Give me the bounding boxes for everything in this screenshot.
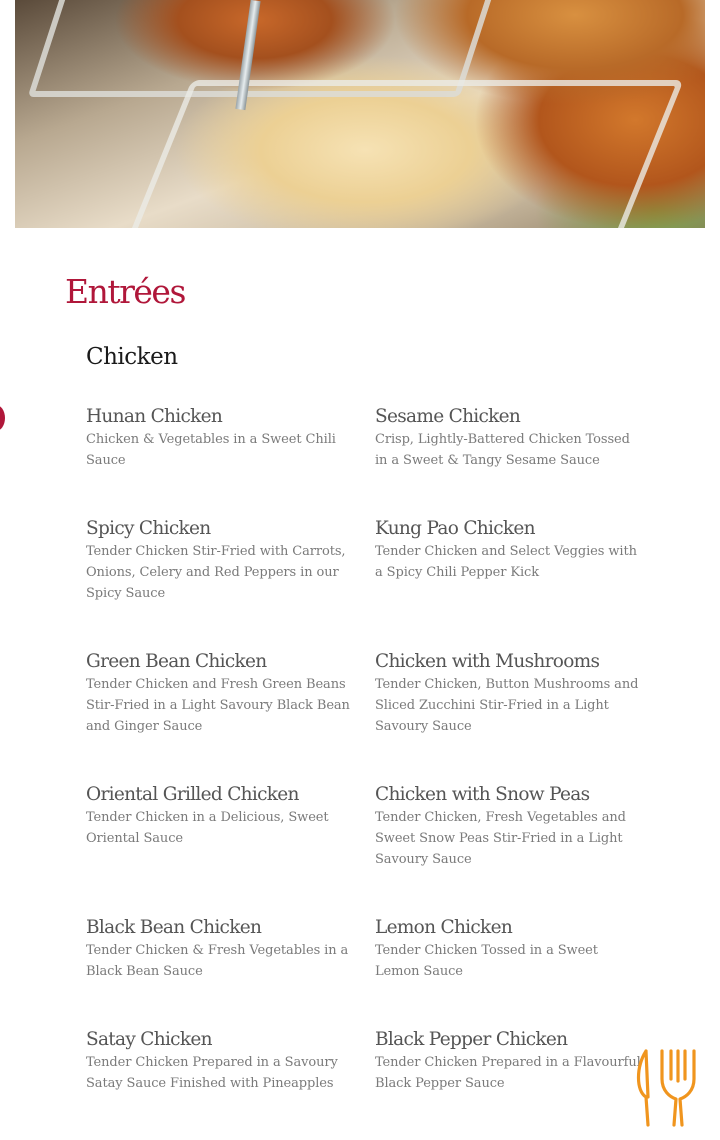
cutlery-icon [632, 1045, 704, 1129]
menu-item [86, 1028, 356, 1094]
category-title: Chicken [86, 344, 178, 370]
menu-item-name: Black Pepper Chicken [375, 1029, 568, 1050]
menu-item-description: Tender Chicken Prepared in a Flavourful Black Pepper Sauce [375, 1055, 641, 1091]
menu-item-description: Tender Chicken Prepared in a Savoury Satay Sauce Finished with Pineapples [86, 1055, 338, 1091]
menu-item-description: Chicken & Vegetables in a Sweet Chili Sauce [86, 432, 336, 468]
menu-item-description: Crisp, Lightly-Battered Chicken Tossed in a Sweet & Tangy Sesame Sauce [375, 432, 630, 468]
menu-item-name: Hunan Chicken [86, 406, 223, 427]
menu-item-name: Chicken with Snow Peas [375, 784, 590, 805]
menu-item-description: Tender Chicken and Fresh Green Beans Stir-Fried in a Light Savoury Black Bean and Ginger Sauce [86, 677, 350, 734]
hero-food-image [15, 0, 705, 228]
menu-item [86, 916, 356, 982]
menu-item-name: Green Bean Chicken [86, 651, 267, 672]
menu-item-description: Tender Chicken, Button Mushrooms and Sliced Zucchini Stir-Fried in a Light Savoury Sauce [375, 677, 639, 734]
menu-item [86, 650, 356, 737]
menu-item-name: Chicken with Mushrooms [375, 651, 600, 672]
menu-item-description: Tender Chicken & Fresh Vegetables in a Black Bean Sauce [86, 943, 349, 979]
menu-item [86, 517, 356, 604]
menu-item-name: Spicy Chicken [86, 518, 211, 539]
menu-item [86, 405, 356, 471]
menu-item-description: Tender Chicken, Fresh Vegetables and Sweet Snow Peas Stir-Fried in a Light Savoury Sauce [375, 810, 626, 867]
menu-item-description: Tender Chicken Stir-Fried with Carrots, Onions, Celery and Red Peppers in our Spicy Sauce [86, 544, 346, 601]
section-title: Entrées [65, 272, 185, 311]
menu-item-description: Tender Chicken Tossed in a Sweet Lemon Sauce [375, 943, 598, 979]
menu-item [375, 650, 645, 737]
menu-item [375, 405, 645, 471]
menu-item-name: Black Bean Chicken [86, 917, 262, 938]
menu-item-name: Oriental Grilled Chicken [86, 784, 299, 805]
menu-item-name: Lemon Chicken [375, 917, 513, 938]
menu-item-name: Satay Chicken [86, 1029, 212, 1050]
menu-item [375, 517, 645, 583]
menu-item [86, 783, 356, 849]
menu-item [375, 783, 645, 870]
section-marker-icon [0, 405, 5, 431]
menu-item-name: Kung Pao Chicken [375, 518, 535, 539]
menu-item-description: Tender Chicken in a Delicious, Sweet Oriental Sauce [86, 810, 329, 846]
menu-item-description: Tender Chicken and Select Veggies with a Spicy Chili Pepper Kick [375, 544, 637, 580]
serving-tray [118, 80, 684, 228]
menu-item [375, 1028, 645, 1094]
menu-item [375, 916, 645, 982]
menu-item-name: Sesame Chicken [375, 406, 521, 427]
